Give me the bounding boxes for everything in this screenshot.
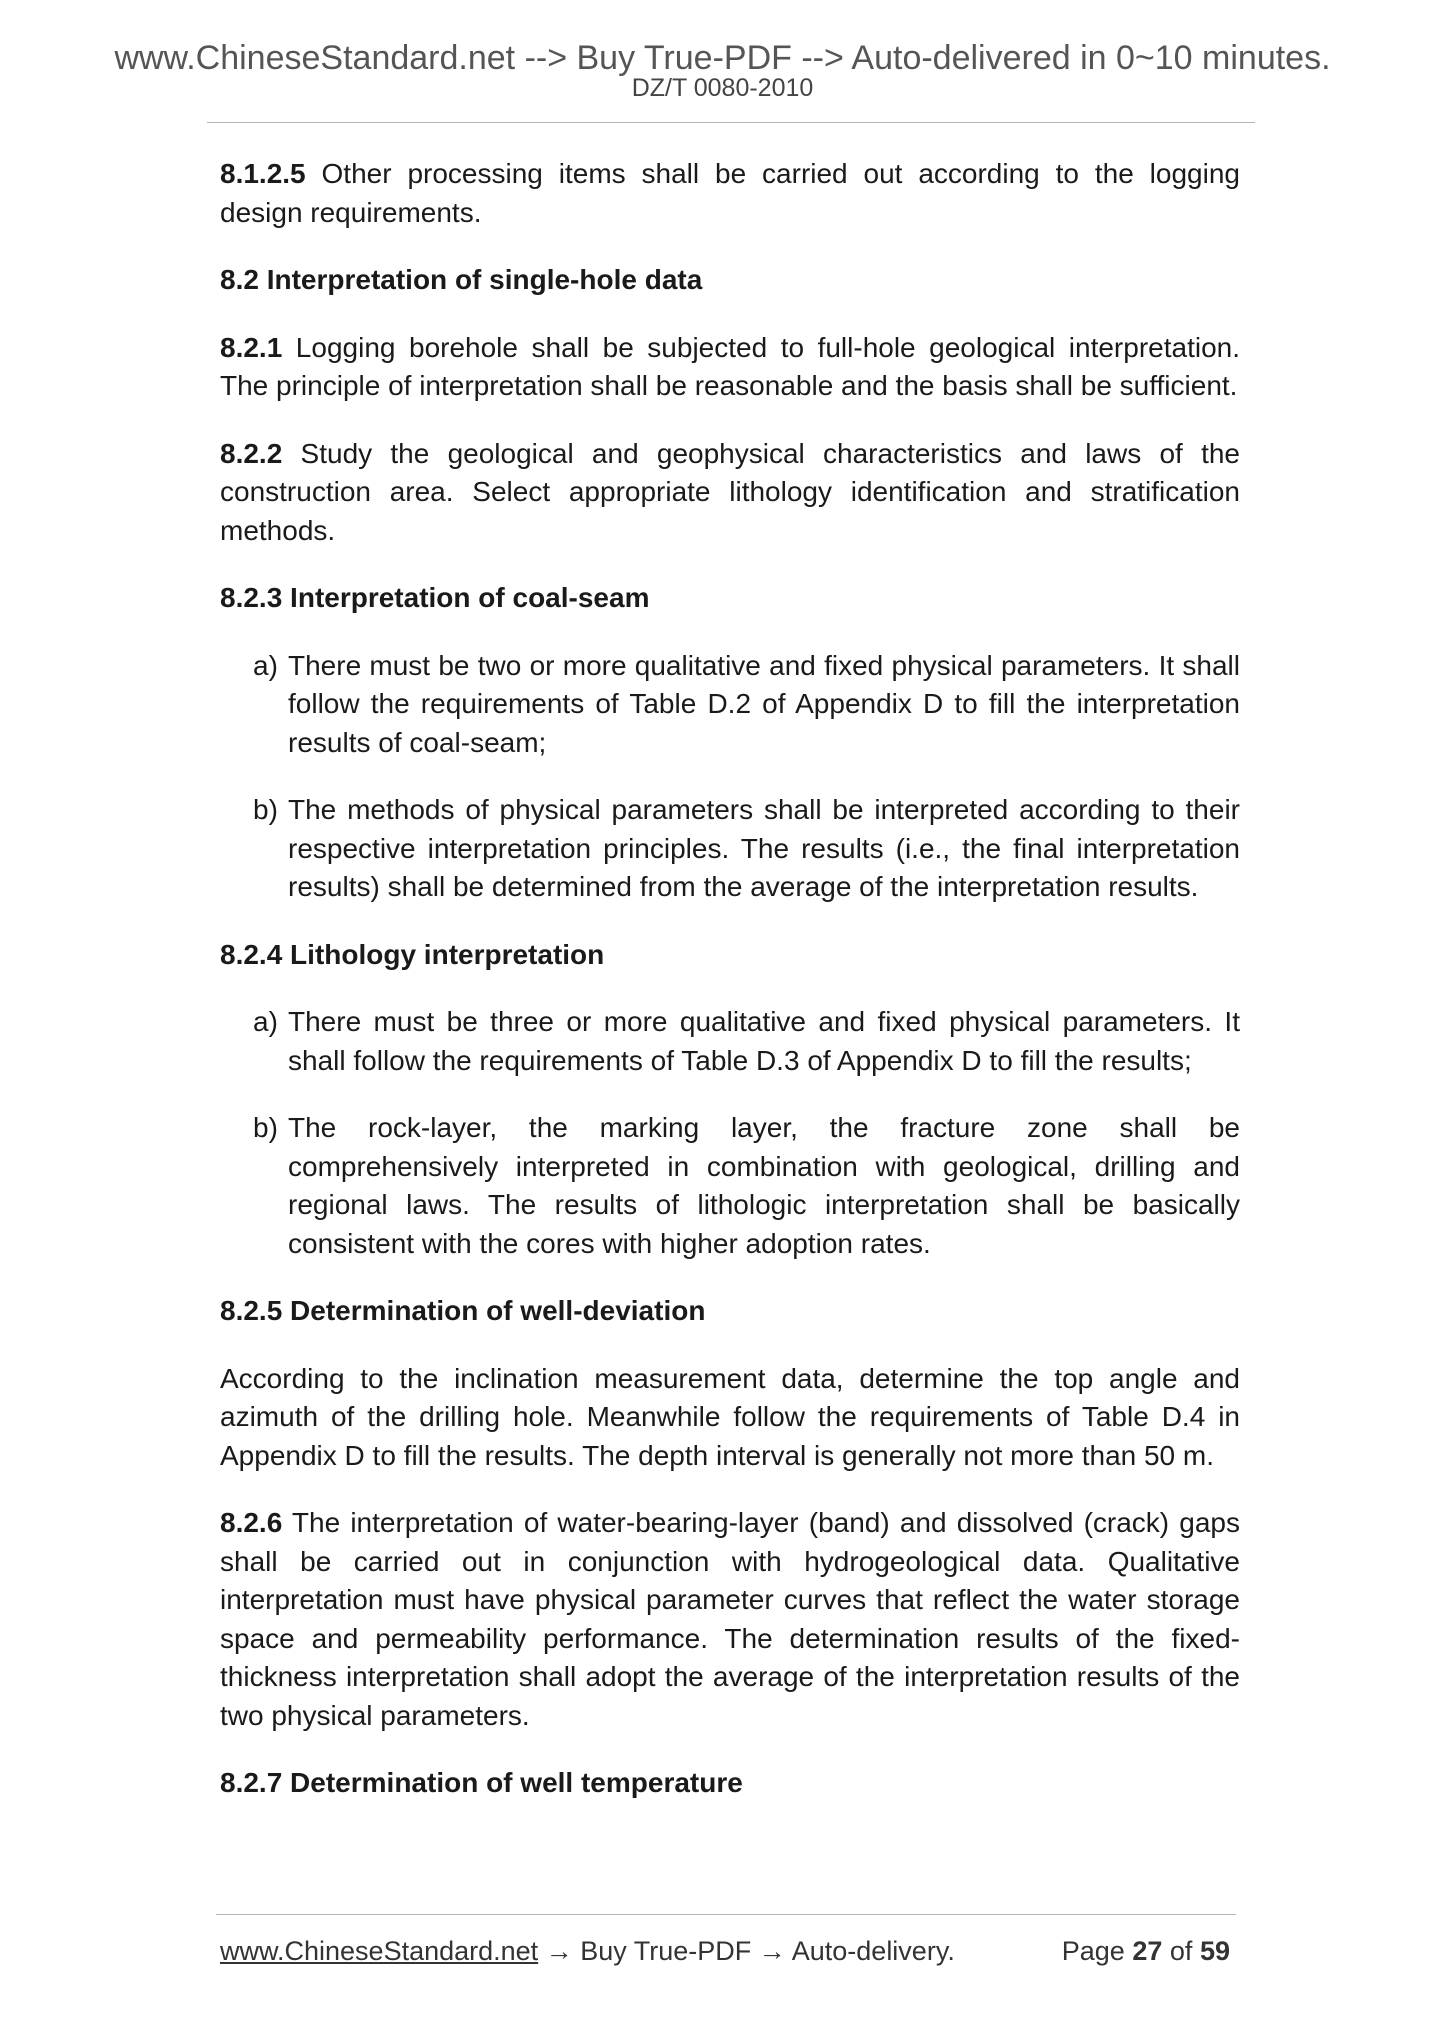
list-text: There must be two or more qualitative and fixed physical parameters. It shall follow the requirements of Table D.2 of Appendix D to fill the interpretation results of coal-seam; bbox=[288, 649, 1240, 758]
clause-text: Other processing items shall be carried out according to the logging design requirements. bbox=[220, 158, 1240, 228]
footer-divider bbox=[216, 1914, 1236, 1915]
total-pages: 59 bbox=[1199, 1936, 1230, 1966]
list-item-8-2-3-a bbox=[253, 647, 1240, 763]
page-footer bbox=[220, 1933, 1240, 1969]
of-label: of bbox=[1169, 1936, 1193, 1966]
list-marker: a) bbox=[253, 1006, 278, 1037]
list-item-8-2-3-b bbox=[253, 791, 1240, 907]
clause-8-2-1 bbox=[220, 329, 1240, 406]
footer-site-link[interactable]: www.ChineseStandard.net bbox=[220, 1936, 539, 1966]
list-marker: b) bbox=[253, 1112, 278, 1143]
clause-8-2-2 bbox=[220, 435, 1240, 551]
page-label: Page bbox=[1061, 1936, 1125, 1966]
heading-8-2: 8.2 Interpretation of single-hole data bbox=[220, 264, 703, 295]
clause-number: 8.2.2 bbox=[220, 437, 283, 469]
page-number: 27 bbox=[1132, 1936, 1163, 1966]
list-text: The methods of physical parameters shall be interpreted according to their respective interpretation principles. The results (i.e., the final interpretation results) shall be determined from the average of the interpretation results. bbox=[288, 794, 1240, 902]
clause-text: Logging borehole shall be subjected to full-hole geological interpretation. The principle of interpretation shall be reasonable and the basis shall be sufficient. bbox=[220, 331, 1240, 401]
header-divider bbox=[207, 122, 1255, 123]
list-item-8-2-4-b bbox=[253, 1109, 1240, 1263]
clause-8-1-2-5 bbox=[220, 155, 1240, 232]
heading-8-2-5: 8.2.5 Determination of well-deviation bbox=[220, 1295, 706, 1326]
footer-tail-text: → Buy True-PDF → Auto-delivery. bbox=[538, 1936, 955, 1966]
clause-number: 8.2.6 bbox=[220, 1507, 283, 1538]
list-marker: b) bbox=[253, 794, 278, 825]
clause-number: 8.1.2.5 bbox=[220, 158, 306, 189]
heading-8-2-7: 8.2.7 Determination of well temperature bbox=[220, 1767, 743, 1798]
header-banner: www.ChineseStandard.net --> Buy True-PDF --> Auto-delivered in 0~10 minutes. bbox=[114, 39, 1331, 77]
document-id: DZ/T 0080-2010 bbox=[631, 74, 814, 102]
heading-8-2-3: 8.2.3 Interpretation of coal-seam bbox=[220, 582, 650, 613]
clause-number: 8.2.1 bbox=[220, 331, 283, 363]
clause-text: The interpretation of water-bearing-layer (band) and dissolved (crack) gaps shall be carried out in conjunction with hydrogeological data. Qualitative interpretation must have physical parameter curves that reflect the water storage space and permeability performance. The determination results of the fixed-thickness interpretation shall adopt the average of the interpretation results of the two physical parameters. bbox=[220, 1507, 1240, 1731]
list-item-8-2-4-a bbox=[253, 1003, 1240, 1080]
page-indicator bbox=[1062, 1933, 1230, 1969]
list-text: The rock-layer, the marking layer, the fracture zone shall be comprehensively interpreted in combination with geological, drilling and regional laws. The results of lithologic interpretation shall be basically consistent with the cores with higher adoption rates. bbox=[288, 1112, 1240, 1259]
paragraph-8-2-5: According to the inclination measurement data, determine the top angle and azimuth of the drilling hole. Meanwhile follow the requirements of Table D.4 in Appendix D to fill the results. The depth interval is generally not more than 50 m. bbox=[220, 1362, 1240, 1471]
clause-text: Study the geological and geophysical characteristics and laws of the construction area. Select appropriate lithology identification and stratification methods. bbox=[220, 437, 1240, 546]
clause-8-2-6 bbox=[220, 1504, 1240, 1735]
list-text: There must be three or more qualitative and fixed physical parameters. It shall follow the requirements of Table D.3 of Appendix D to fill the results; bbox=[288, 1006, 1240, 1076]
list-marker: a) bbox=[253, 649, 278, 681]
page-body bbox=[220, 155, 1240, 1832]
footer-left bbox=[220, 1933, 955, 1969]
heading-8-2-4: 8.2.4 Lithology interpretation bbox=[220, 938, 605, 970]
